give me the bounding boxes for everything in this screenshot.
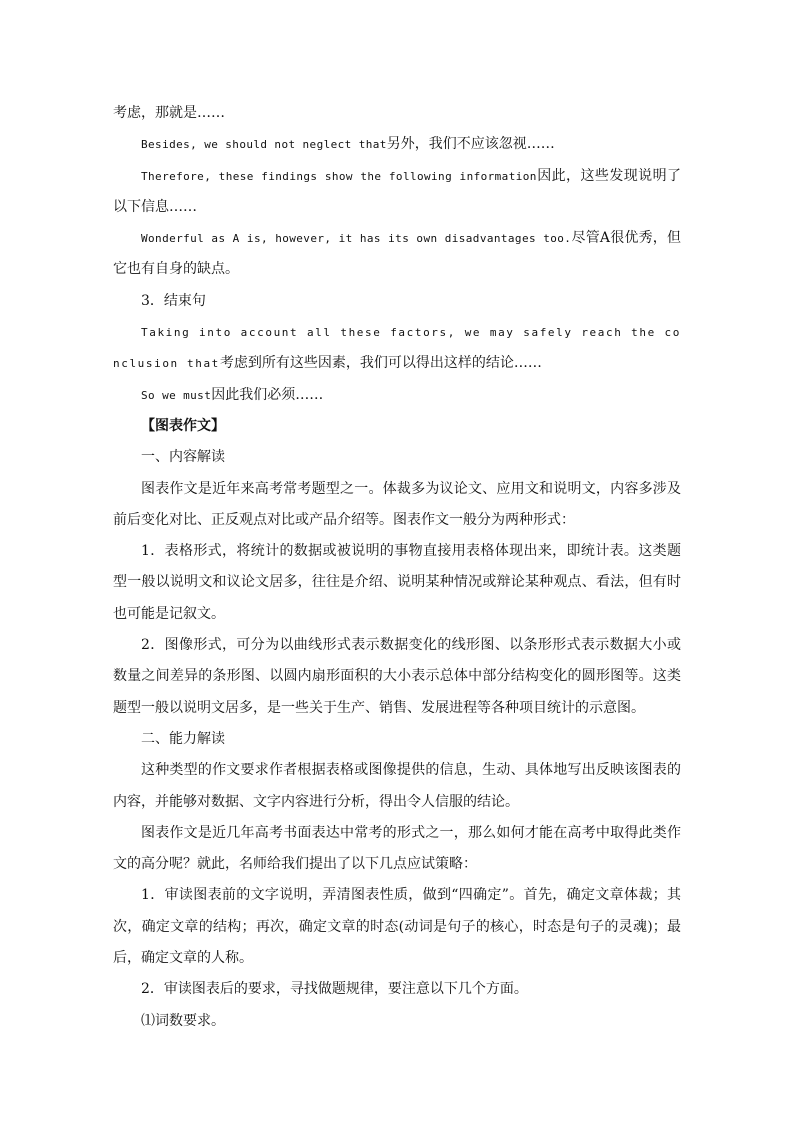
english-phrase: So we must [141, 388, 212, 402]
paragraph-12 [113, 630, 681, 724]
english-phrase: Wonderful as A is, however, it has its own disadvantages too. [141, 232, 572, 246]
paragraph-6 [113, 317, 681, 380]
subheading-text: 一、内容解读 [141, 449, 225, 466]
chinese-translation: 另外，我们不应该忽视…… [386, 136, 555, 153]
paragraph-11 [113, 536, 681, 630]
paragraph-text: 2．审读图表后的要求，寻找做题规律，要注意以下几个方面。 [141, 981, 528, 998]
paragraph-15 [113, 818, 681, 881]
paragraph-2 [113, 129, 681, 160]
paragraph-text: 2．图像形式，可分为以曲线形式表示数据变化的线形图、以条形形式表示数据大小或数量之间差异的条形图、以圆内扇形面积的大小表示总体中部分结构变化的圆形图等。这类题型一般以说明文居多，是一些关于生产、销售、发展进程等各种项目统计的示意图。 [113, 637, 681, 716]
chinese-translation: 考虑到所有这些因素，我们可以得出这样的结论…… [219, 355, 542, 372]
english-phrase: Taking into account all these factors, we may safely reach the conclusion that [113, 326, 681, 371]
english-phrase: Besides, we should not neglect that [141, 138, 387, 152]
paragraph-14 [113, 755, 681, 818]
section-title-chart-essay [113, 411, 681, 442]
paragraph-text: 这种类型的作文要求作者根据表格或图像提供的信息，生动、具体地写出反映该图表的内容，并能够对数据、文字内容进行分析，得出令人信服的结论。 [113, 762, 681, 810]
section-heading-conclusion [113, 286, 681, 317]
paragraph-text: 1．审读图表前的文字说明，弄清图表性质，做到“四确定”。首先，确定文章体裁；其次，确定文章的结构；再次，确定文章的时态(动词是句子的核心，时态是句子的灵魂)；最后，确定文章的人称。 [113, 887, 681, 967]
paragraph-text: 1．表格形式，将统计的数据或被说明的事物直接用表格体现出来，即统计表。这类题型一般以说明文和议论文居多，往往是介绍、说明某种情况或辩论某种观点、看法，但有时也可能是记叙文。 [113, 543, 681, 622]
paragraph-17 [113, 974, 681, 1005]
subheading-text: 二、能力解读 [141, 730, 225, 747]
paragraph-16 [113, 880, 681, 974]
paragraph-text: 图表作文是近几年高考书面表达中常考的形式之一，那么如何才能在高考中取得此类作文的高分呢？就此，名师给我们提出了以下几点应试策略： [113, 824, 681, 873]
chinese-translation: 因此我们必须…… [211, 386, 324, 403]
paragraph-18 [113, 1006, 681, 1037]
section-title-text: 【图表作文】 [141, 417, 225, 434]
subheading-content [113, 442, 681, 473]
heading-text: 3．结束句 [141, 292, 206, 309]
paragraph-text: ⑴词数要求。 [141, 1012, 225, 1029]
english-phrase: Therefore, these findings show the following information [141, 169, 537, 183]
paragraph-text: 图表作文是近年来高考常考题型之一。体裁多为议论文、应用文和说明文，内容多涉及前后变化对比、正反观点对比或产品介绍等。图表作文一般分为两种形式： [113, 480, 681, 528]
document-page [113, 98, 681, 1037]
paragraph-4 [113, 223, 681, 286]
chinese-translation: 因此，这些发现说明了以下信息…… [113, 167, 682, 215]
chinese-translation: 尽管A很优秀，但它也有自身的缺点。 [113, 230, 681, 278]
paragraph-7 [113, 380, 681, 411]
paragraph-3 [113, 161, 681, 224]
paragraph-text: 考虑，那就是…… [113, 105, 225, 121]
paragraph-1 [113, 98, 681, 129]
subheading-ability [113, 724, 681, 755]
paragraph-10 [113, 474, 681, 537]
